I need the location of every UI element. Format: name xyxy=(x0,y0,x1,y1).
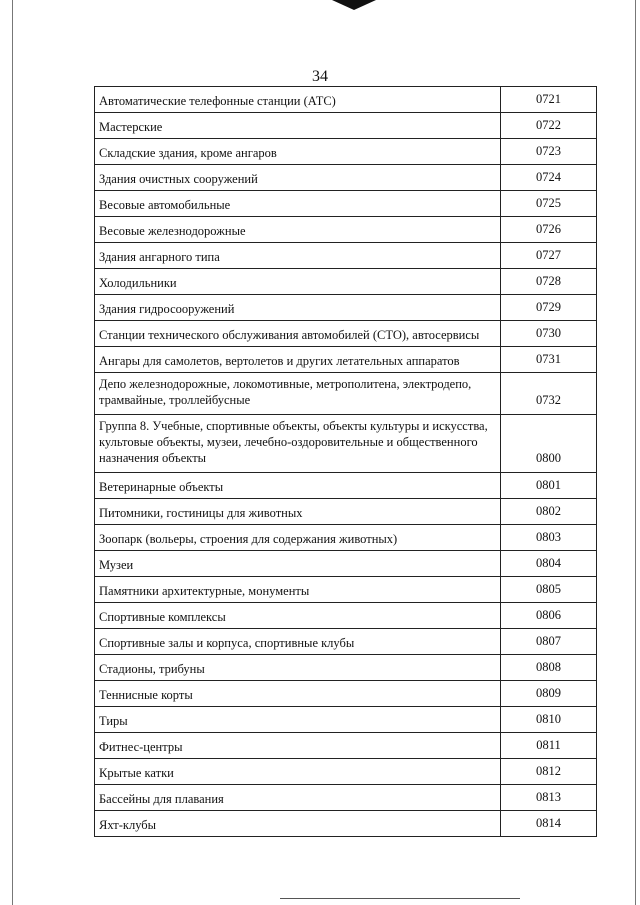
table-row xyxy=(95,165,597,191)
table-row xyxy=(95,269,597,295)
top-edge-mark xyxy=(332,0,376,10)
table-row xyxy=(95,87,597,113)
object-code-cell: 0725 xyxy=(501,191,597,217)
object-name-cell: Здания очистных сооружений xyxy=(95,165,501,191)
table-row xyxy=(95,707,597,733)
object-code-cell: 0810 xyxy=(501,707,597,733)
object-name-cell: Спортивные залы и корпуса, спортивные клубы xyxy=(95,629,501,655)
table-row xyxy=(95,603,597,629)
object-code-cell: 0813 xyxy=(501,785,597,811)
object-name-cell: Памятники архитектурные, монументы xyxy=(95,577,501,603)
object-name-cell: Музеи xyxy=(95,551,501,577)
object-name-cell: Весовые автомобильные xyxy=(95,191,501,217)
bottom-edge-line xyxy=(280,898,520,899)
object-code-cell: 0723 xyxy=(501,139,597,165)
table-row xyxy=(95,629,597,655)
object-code-cell: 0806 xyxy=(501,603,597,629)
object-code-cell: 0726 xyxy=(501,217,597,243)
table-row xyxy=(95,243,597,269)
object-name-cell: Ветеринарные объекты xyxy=(95,473,501,499)
object-code-cell: 0721 xyxy=(501,87,597,113)
page-number: 34 xyxy=(312,68,328,85)
object-code-cell: 0729 xyxy=(501,295,597,321)
table-row xyxy=(95,295,597,321)
object-code-cell: 0724 xyxy=(501,165,597,191)
object-name-cell: Тиры xyxy=(95,707,501,733)
table-row xyxy=(95,733,597,759)
object-name-cell: Яхт-клубы xyxy=(95,811,501,837)
object-code-cell: 0805 xyxy=(501,577,597,603)
object-name-cell: Стадионы, трибуны xyxy=(95,655,501,681)
object-name-cell: Крытые катки xyxy=(95,759,501,785)
object-name-cell: Мастерские xyxy=(95,113,501,139)
table-row xyxy=(95,785,597,811)
table-row xyxy=(95,191,597,217)
object-code-cell: 0811 xyxy=(501,733,597,759)
object-code-cell: 0730 xyxy=(501,321,597,347)
table-row xyxy=(95,655,597,681)
object-name-cell: Теннисные корты xyxy=(95,681,501,707)
object-code-cell: 0732 xyxy=(501,373,597,415)
object-code-cell: 0722 xyxy=(501,113,597,139)
table-row xyxy=(95,113,597,139)
object-name-cell: Здания гидросооружений xyxy=(95,295,501,321)
object-name-cell: Автоматические телефонные станции (АТС) xyxy=(95,87,501,113)
object-name-cell: Группа 8. Учебные, спортивные объекты, объекты культуры и искусства, культовые объекты, музеи, лечебно-оздоровительные и общественного назначения объекты xyxy=(95,415,501,473)
table-row xyxy=(95,139,597,165)
table-row xyxy=(95,551,597,577)
table-row xyxy=(95,347,597,373)
table-row xyxy=(95,681,597,707)
table-row xyxy=(95,415,597,473)
object-code-cell: 0807 xyxy=(501,629,597,655)
object-code-cell: 0802 xyxy=(501,499,597,525)
object-code-cell: 0809 xyxy=(501,681,597,707)
object-name-cell: Бассейны для плавания xyxy=(95,785,501,811)
object-name-cell: Весовые железнодорожные xyxy=(95,217,501,243)
object-code-cell: 0727 xyxy=(501,243,597,269)
object-name-cell: Холодильники xyxy=(95,269,501,295)
object-code-cell: 0808 xyxy=(501,655,597,681)
table-row xyxy=(95,759,597,785)
object-name-cell: Фитнес-центры xyxy=(95,733,501,759)
table-row xyxy=(95,321,597,347)
table-row xyxy=(95,499,597,525)
object-code-cell: 0801 xyxy=(501,473,597,499)
table-body xyxy=(95,87,597,837)
table-row xyxy=(95,217,597,243)
table-row xyxy=(95,577,597,603)
object-name-cell: Складские здания, кроме ангаров xyxy=(95,139,501,165)
object-code-cell: 0812 xyxy=(501,759,597,785)
object-code-cell: 0800 xyxy=(501,415,597,473)
table-row xyxy=(95,525,597,551)
object-code-cell: 0731 xyxy=(501,347,597,373)
object-name-cell: Зоопарк (вольеры, строения для содержания животных) xyxy=(95,525,501,551)
object-name-cell: Питомники, гостиницы для животных xyxy=(95,499,501,525)
object-name-cell: Спортивные комплексы xyxy=(95,603,501,629)
object-code-cell: 0814 xyxy=(501,811,597,837)
table-row xyxy=(95,473,597,499)
object-name-cell: Ангары для самолетов, вертолетов и других летательных аппаратов xyxy=(95,347,501,373)
table-row xyxy=(95,373,597,415)
object-name-cell: Здания ангарного типа xyxy=(95,243,501,269)
object-code-cell: 0728 xyxy=(501,269,597,295)
object-code-cell: 0803 xyxy=(501,525,597,551)
object-code-cell: 0804 xyxy=(501,551,597,577)
object-name-cell: Депо железнодорожные, локомотивные, метрополитена, электродепо, трамвайные, троллейбусные xyxy=(95,373,501,415)
classification-table xyxy=(94,86,597,837)
object-name-cell: Станции технического обслуживания автомобилей (СТО), автосервисы xyxy=(95,321,501,347)
table-row xyxy=(95,811,597,837)
